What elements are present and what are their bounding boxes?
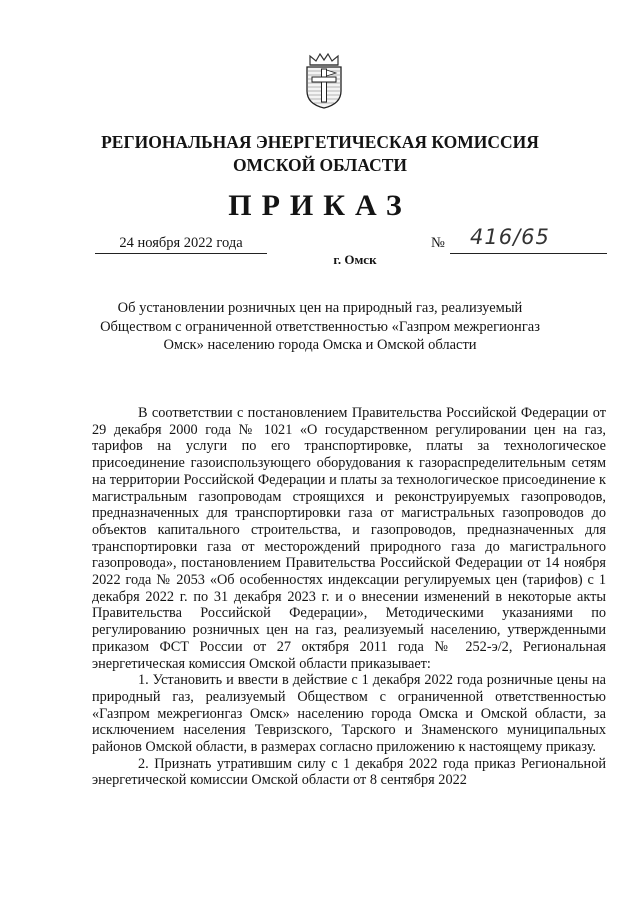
preamble-paragraph: В соответствии с постановлением Правительства Российской Федерации от 29 декабря 2000 года № 1021 «О государственном регулировании цен на газ, тарифов на услуги по его транспортировке, платы за технологическое присоединение газоиспользующего оборудования к газораспределительным сетям на территории Российской Федерации и платы за технологическое присоединение к магистральным газопроводам строящихся и реконструируемых газопроводов, предназначенных для транспортировки газа от магистральных газопроводов до объектов капитального строительства, и газопроводов, предназначенных для транспортировки газа от месторождений природного газа до магистрального газопровода», постановлением Правительства Российской Федерации от 14 ноября 2022 года № 2053 «Об особенностях индексации регулируемых цен (тарифов) с 1 декабря 2022 г. по 31 декабря 2023 г. и о внесении изменений в некоторые акты Правительства Российской Федерации», Методическими указаниями по регулированию розничных цен на газ, реализуемый населению, утвержденными приказом ФСТ России от 27 октября 2011 года № 252-э/2, Региональная энергетическая комиссия Омской области приказывает:	[92, 405, 606, 672]
order-date: 24 ноября 2022 года	[95, 233, 267, 254]
commission-name-line-2: ОМСКОЙ ОБЛАСТИ	[232, 155, 408, 175]
omsk-coat-of-arms-icon	[300, 53, 348, 109]
order-number-handwritten: 416/65	[470, 225, 550, 249]
item-2-paragraph: 2. Признать утратившим силу с 1 декабря 2022 года приказ Региональной энергетической комиссии Омской области от 8 сентября 2022	[92, 755, 606, 789]
city-label: г. Омск	[333, 252, 377, 267]
commission-name-line-1: РЕГИОНАЛЬНАЯ ЭНЕРГЕТИЧЕСКАЯ КОМИССИЯ	[101, 132, 539, 152]
order-subject: Об установлении розничных цен на природный газ, реализуемый Обществом с ограниченной ответственностью «Газпром межрегионгаз Омск» населению города Омска и Омской области	[100, 300, 540, 353]
order-body	[92, 405, 606, 789]
order-number-field	[450, 225, 607, 254]
document-type-title: ПРИКАЗ	[228, 189, 412, 222]
item-1-paragraph: 1. Установить и ввести в действие с 1 декабря 2022 года розничные цены на природный газ, реализуемый Обществом с ограниченной ответственностью «Газпром межрегионгаз Омск» населению города Омска и Омской области, за исключением населения Тевризского, Тарского и Знаменского муниципальных районов Омской области, в размерах согласно приложению к настоящему приказу.	[92, 672, 606, 756]
number-sign: №	[431, 235, 445, 251]
